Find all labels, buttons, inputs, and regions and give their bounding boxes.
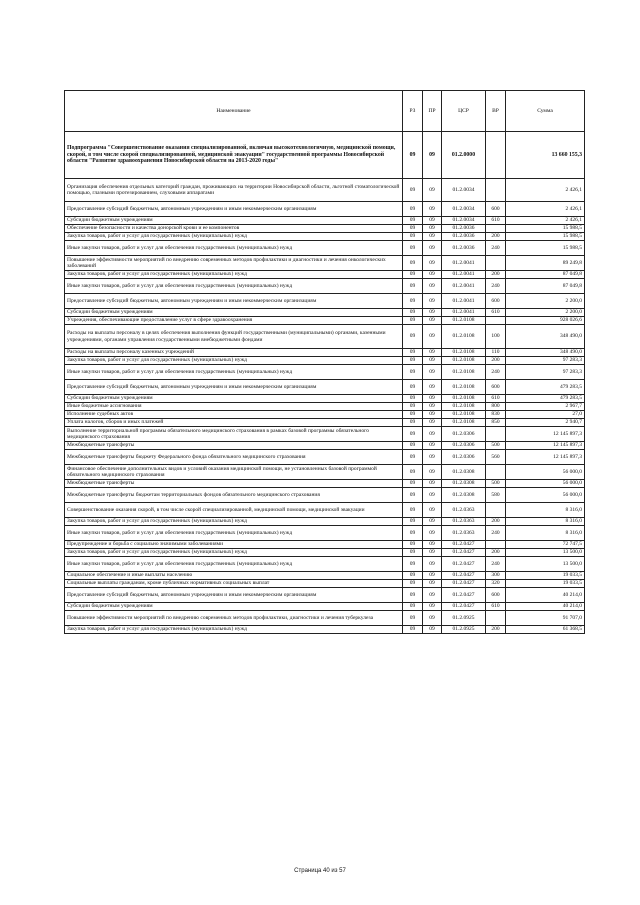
row-pr: 09 [423,541,442,549]
row-name: Субсидии бюджетным учреждениям [65,395,403,403]
table-row [65,442,585,450]
row-sum: 2 940,7 [506,419,585,427]
row-sum: 8 316,0 [506,526,585,541]
row-pr: 09 [423,179,442,202]
row-sum: 2 200,0 [506,309,585,317]
row-name: Предупреждение и борьба с социально значимыми заболеваниями [65,541,403,549]
row-csr: 01.2.0108 [442,357,486,365]
row-csr: 01.2.0108 [442,411,486,419]
header-row [65,91,585,132]
row-csr: 01.2.0034 [442,217,486,225]
row-pr: 09 [423,271,442,279]
row-vr: 240 [486,526,506,541]
row-rz: 09 [403,256,423,271]
row-vr: 200 [486,549,506,557]
table-row [65,480,585,488]
row-sum: 12 145 897,3 [506,427,585,442]
header-pr: ПР [423,91,442,132]
row-csr: 01.2.0034 [442,202,486,217]
table-row [65,518,585,526]
table-row [65,557,585,572]
header-sum: Сумма [506,91,585,132]
row-rz: 09 [403,294,423,309]
row-vr: 610 [486,309,506,317]
row-pr: 09 [423,294,442,309]
row-vr: 610 [486,603,506,611]
row-rz: 09 [403,419,423,427]
row-vr: 200 [486,233,506,241]
row-pr: 09 [423,395,442,403]
row-pr: 09 [423,450,442,465]
header-rz: РЗ [403,91,423,132]
row-vr [486,541,506,549]
row-sum: 348 490,0 [506,325,585,349]
row-sum: 91 707,0 [506,611,585,626]
row-sum: 8 316,0 [506,518,585,526]
row-csr: 01.2.0041 [442,309,486,317]
row-pr: 09 [423,279,442,294]
table-row [65,403,585,411]
row-rz: 09 [403,549,423,557]
row-csr: 01.2.0363 [442,526,486,541]
table-row [65,549,585,557]
row-csr: 01.2.0306 [442,427,486,442]
row-pr: 09 [423,427,442,442]
row-vr: 610 [486,395,506,403]
row-csr: 01.2.0108 [442,317,486,325]
table-row [65,132,585,179]
row-sum: 19 033,5 [506,580,585,588]
row-sum: 13 660 155,3 [506,132,585,179]
row-rz: 09 [403,233,423,241]
row-vr: 500 [486,480,506,488]
row-pr: 09 [423,403,442,411]
row-pr: 09 [423,256,442,271]
row-name: Иные закупки товаров, работ и услуг для обеспечения государственных (муниципальных) нужд [65,526,403,541]
row-pr: 09 [423,526,442,541]
row-name: Закупка товаров, работ и услуг для государственных (муниципальных) нужд [65,271,403,279]
row-vr: 600 [486,294,506,309]
row-sum: 2 426,1 [506,217,585,225]
table-row [65,419,585,427]
table-row [65,450,585,465]
row-pr: 09 [423,325,442,349]
row-rz: 09 [403,611,423,626]
row-pr: 09 [423,549,442,557]
row-csr: 01.2.0427 [442,549,486,557]
row-csr: 01.2.0363 [442,518,486,526]
row-sum: 61 368,5 [506,626,585,634]
table-row [65,179,585,202]
row-vr: 200 [486,626,506,634]
row-name: Повышение эффективности мероприятий по внедрению современных методов профилактики и диагностики и лечения онкологических заболеваний [65,256,403,271]
row-csr: 01.2.0108 [442,325,486,349]
row-rz: 09 [403,179,423,202]
row-vr: 850 [486,419,506,427]
row-rz: 09 [403,465,423,480]
row-name: Закупка товаров, работ и услуг для государственных (муниципальных) нужд [65,626,403,634]
row-name: Выполнение территориальной программы обязательного медицинского страхования в рамках базовой программы обязательного медицинского страхования [65,427,403,442]
row-name: Субсидии бюджетным учреждениям [65,309,403,317]
row-pr: 09 [423,503,442,518]
row-csr: 01.2.0306 [442,442,486,450]
row-rz: 09 [403,526,423,541]
table-row [65,465,585,480]
table-row [65,217,585,225]
row-vr: 240 [486,365,506,380]
row-vr: 600 [486,202,506,217]
row-rz: 09 [403,380,423,395]
row-name: Расходы на выплаты персоналу казенных учреждений [65,349,403,357]
row-pr: 09 [423,317,442,325]
row-csr: 01.2.0427 [442,557,486,572]
table-row [65,202,585,217]
row-rz: 09 [403,411,423,419]
row-vr: 800 [486,403,506,411]
row-name: Расходы на выплаты персоналу в целях обеспечения выполнения функций государственными (муниципальными) органами, казенными учреждениями, органами управления государственными внебюджетными фондами [65,325,403,349]
row-csr: 01.2.0363 [442,503,486,518]
row-csr: 01.2.0427 [442,541,486,549]
row-rz: 09 [403,450,423,465]
row-sum: 13 500,0 [506,557,585,572]
row-csr: 01.2.0108 [442,395,486,403]
row-rz: 09 [403,442,423,450]
row-name: Закупка товаров, работ и услуг для государственных (муниципальных) нужд [65,233,403,241]
row-pr: 09 [423,202,442,217]
row-name: Субсидии бюджетным учреждениям [65,603,403,611]
row-sum: 19 033,5 [506,572,585,580]
row-pr: 09 [423,309,442,317]
header-vr: ВР [486,91,506,132]
row-rz: 09 [403,395,423,403]
row-name: Иные закупки товаров, работ и услуг для обеспечения государственных (муниципальных) нужд [65,241,403,256]
table-row [65,225,585,233]
row-rz: 09 [403,572,423,580]
table-row [65,357,585,365]
row-name: Предоставление субсидий бюджетным, автономным учреждениям и иным некоммерческим организациям [65,294,403,309]
row-sum: 13 500,0 [506,549,585,557]
row-csr: 01.2.0427 [442,580,486,588]
row-vr [486,225,506,233]
table-row [65,279,585,294]
row-rz: 09 [403,349,423,357]
row-name: Социальное обеспечение и иные выплаты населению [65,572,403,580]
row-rz: 09 [403,488,423,503]
row-sum: 8 316,0 [506,503,585,518]
row-name: Иные бюджетные ассигнования [65,403,403,411]
row-sum: 12 145 897,3 [506,450,585,465]
table-row [65,503,585,518]
row-rz: 09 [403,518,423,526]
row-pr: 09 [423,603,442,611]
row-sum: 40 214,0 [506,588,585,603]
row-sum: 348 490,0 [506,349,585,357]
row-csr: 01.2.0925 [442,626,486,634]
table-row [65,626,585,634]
row-rz: 09 [403,541,423,549]
table-row [65,611,585,626]
table-row [65,526,585,541]
row-sum: 2 967,7 [506,403,585,411]
row-csr: 01.2.0108 [442,349,486,357]
row-rz: 09 [403,403,423,411]
row-rz: 09 [403,480,423,488]
row-pr: 09 [423,518,442,526]
row-rz: 09 [403,503,423,518]
row-rz: 09 [403,241,423,256]
row-pr: 09 [423,557,442,572]
row-vr [486,611,506,626]
row-name: Закупка товаров, работ и услуг для государственных (муниципальных) нужд [65,357,403,365]
row-pr: 09 [423,349,442,357]
row-name: Межбюджетные трансферты [65,442,403,450]
row-sum: 56 000,0 [506,465,585,480]
row-rz: 09 [403,557,423,572]
row-vr [486,179,506,202]
row-name: Предоставление субсидий бюджетным, автономным учреждениям и иным некоммерческим организациям [65,588,403,603]
row-name: Повышение эффективности мероприятий по внедрению современных методов профилактики, диагностики и лечения туберкулеза [65,611,403,626]
row-vr [486,132,506,179]
row-name: Иные закупки товаров, работ и услуг для обеспечения государственных (муниципальных) нужд [65,365,403,380]
row-name: Межбюджетные трансферты бюджетам территориальных фондов обязательного медицинского страхования [65,488,403,503]
table-row [65,325,585,349]
table-row [65,256,585,271]
table-row [65,241,585,256]
row-sum: 15 988,5 [506,233,585,241]
row-rz: 09 [403,626,423,634]
row-vr: 100 [486,325,506,349]
table-row [65,603,585,611]
row-name: Финансовое обеспечение дополнительных видов и условий оказания медицинской помощи, не установленных базовой программой обязательного медицинского страхования [65,465,403,480]
row-vr: 580 [486,488,506,503]
row-pr: 09 [423,411,442,419]
row-sum: 27,0 [506,411,585,419]
row-pr: 09 [423,357,442,365]
row-sum: 15 988,5 [506,241,585,256]
row-name: Подпрограмма "Совершенствование оказания специализированной, включая высокотехнологичную, медицинской помощи, скорой, в том числе скорой специализированной, медицинской эвакуации" государственной программы Новосибирской области "Развитие здравоохранения Новосибирской области на 2013-2020 годы" [65,132,403,179]
row-csr: 01.2.0034 [442,179,486,202]
row-rz: 09 [403,309,423,317]
header-name: Наименование [65,91,403,132]
table-row [65,580,585,588]
row-vr: 600 [486,588,506,603]
row-name: Иные закупки товаров, работ и услуг для обеспечения государственных (муниципальных) нужд [65,557,403,572]
row-csr: 01.2.0427 [442,572,486,580]
row-csr: 01.2.0427 [442,588,486,603]
table-row [65,271,585,279]
row-name: Учреждения, обеспечивающие предоставление услуг в сфере здравоохранения [65,317,403,325]
row-vr [486,503,506,518]
row-pr: 09 [423,419,442,427]
row-vr: 500 [486,442,506,450]
row-vr: 600 [486,380,506,395]
row-name: Предоставление субсидий бюджетным, автономным учреждениям и иным некоммерческим организациям [65,380,403,395]
row-vr: 300 [486,572,506,580]
row-vr: 320 [486,580,506,588]
table-row [65,317,585,325]
row-csr: 01.2.0041 [442,294,486,309]
row-pr: 09 [423,217,442,225]
row-pr: 09 [423,626,442,634]
row-pr: 09 [423,380,442,395]
row-pr: 09 [423,588,442,603]
row-vr: 200 [486,271,506,279]
row-name: Межбюджетные трансферты [65,480,403,488]
row-vr [486,317,506,325]
row-csr: 01.2.0000 [442,132,486,179]
row-rz: 09 [403,271,423,279]
row-csr: 01.2.0308 [442,480,486,488]
row-sum: 928 026,6 [506,317,585,325]
row-name: Закупка товаров, работ и услуг для государственных (муниципальных) нужд [65,518,403,526]
row-sum: 40 214,0 [506,603,585,611]
table-body [65,132,585,634]
row-sum: 97 283,3 [506,365,585,380]
table-row [65,294,585,309]
row-csr: 01.2.0041 [442,271,486,279]
table-row [65,488,585,503]
budget-table [64,90,585,634]
row-vr: 240 [486,279,506,294]
row-csr: 01.2.0108 [442,365,486,380]
row-vr: 830 [486,411,506,419]
row-pr: 09 [423,132,442,179]
row-name: Уплата налогов, сборов и иных платежей [65,419,403,427]
row-pr: 09 [423,580,442,588]
row-sum: 89 249,8 [506,256,585,271]
row-vr [486,256,506,271]
row-rz: 09 [403,325,423,349]
table-row [65,380,585,395]
row-name: Закупка товаров, работ и услуг для государственных (муниципальных) нужд [65,549,403,557]
row-rz: 09 [403,588,423,603]
row-rz: 09 [403,427,423,442]
row-sum: 56 000,0 [506,480,585,488]
row-sum: 479 283,5 [506,395,585,403]
row-pr: 09 [423,488,442,503]
row-name: Межбюджетные трансферты бюджету Федерального фонда обязательного медицинского страхования [65,450,403,465]
row-pr: 09 [423,241,442,256]
row-vr: 200 [486,518,506,526]
row-csr: 01.2.0041 [442,256,486,271]
row-pr: 09 [423,233,442,241]
row-csr: 01.2.0308 [442,488,486,503]
row-sum: 2 426,1 [506,202,585,217]
row-sum: 2 200,0 [506,294,585,309]
row-pr: 09 [423,365,442,380]
row-name: Социальные выплаты гражданам, кроме публичных нормативных социальных выплат [65,580,403,588]
row-sum: 56 000,0 [506,488,585,503]
table-row [65,427,585,442]
row-rz: 09 [403,580,423,588]
row-name: Совершенствование оказания скорой, в том числе скорой специализированной, медицинской помощи, медицинской эвакуации [65,503,403,518]
row-rz: 09 [403,365,423,380]
row-pr: 09 [423,480,442,488]
page-footer: Страница 40 из 57 [294,868,346,874]
table-row [65,588,585,603]
row-csr: 01.2.0036 [442,241,486,256]
row-csr: 01.2.0036 [442,233,486,241]
row-sum: 12 145 897,3 [506,442,585,450]
row-sum: 87 049,8 [506,279,585,294]
row-pr: 09 [423,572,442,580]
row-csr: 01.2.0041 [442,279,486,294]
row-vr [486,465,506,480]
budget-sheet [64,90,584,634]
row-pr: 09 [423,611,442,626]
row-name: Организация обеспечения отдельных категорий граждан, проживающих на территории Новосибирской области, льготной стоматологической помощью, глазными протезированием, слуховыми аппаратами [65,179,403,202]
row-vr: 240 [486,557,506,572]
table-row [65,349,585,357]
row-sum: 479 283,5 [506,380,585,395]
row-csr: 01.2.0108 [442,380,486,395]
row-csr: 01.2.0108 [442,419,486,427]
row-vr: 610 [486,217,506,225]
row-pr: 09 [423,225,442,233]
row-sum: 72 747,5 [506,541,585,549]
row-name: Иные закупки товаров, работ и услуг для обеспечения государственных (муниципальных) нужд [65,279,403,294]
row-csr: 01.2.0036 [442,225,486,233]
row-rz: 09 [403,132,423,179]
row-vr [486,427,506,442]
row-csr: 01.2.0427 [442,603,486,611]
row-rz: 09 [403,202,423,217]
row-rz: 09 [403,279,423,294]
row-vr: 240 [486,241,506,256]
table-row [65,233,585,241]
row-csr: 01.2.0108 [442,403,486,411]
table-row [65,395,585,403]
row-name: Исполнение судебных актов [65,411,403,419]
row-name: Обеспечение безопасности и качества донорской крови и ее компонентов [65,225,403,233]
header-csr: ЦСР [442,91,486,132]
table-row [65,572,585,580]
row-csr: 01.2.0306 [442,450,486,465]
row-rz: 09 [403,217,423,225]
row-vr: 560 [486,450,506,465]
row-pr: 09 [423,465,442,480]
table-row [65,541,585,549]
row-rz: 09 [403,603,423,611]
row-csr: 01.2.0925 [442,611,486,626]
row-rz: 09 [403,357,423,365]
row-name: Предоставление субсидий бюджетным, автономным учреждениям и иным некоммерческим организациям [65,202,403,217]
row-sum: 15 988,5 [506,225,585,233]
row-name: Субсидии бюджетным учреждениям [65,217,403,225]
row-vr: 200 [486,357,506,365]
row-vr: 110 [486,349,506,357]
row-rz: 09 [403,225,423,233]
row-sum: 87 049,8 [506,271,585,279]
row-sum: 2 426,1 [506,179,585,202]
row-sum: 97 283,3 [506,357,585,365]
row-rz: 09 [403,317,423,325]
table-row [65,309,585,317]
table-row [65,411,585,419]
row-pr: 09 [423,442,442,450]
row-csr: 01.2.0308 [442,465,486,480]
table-row [65,365,585,380]
